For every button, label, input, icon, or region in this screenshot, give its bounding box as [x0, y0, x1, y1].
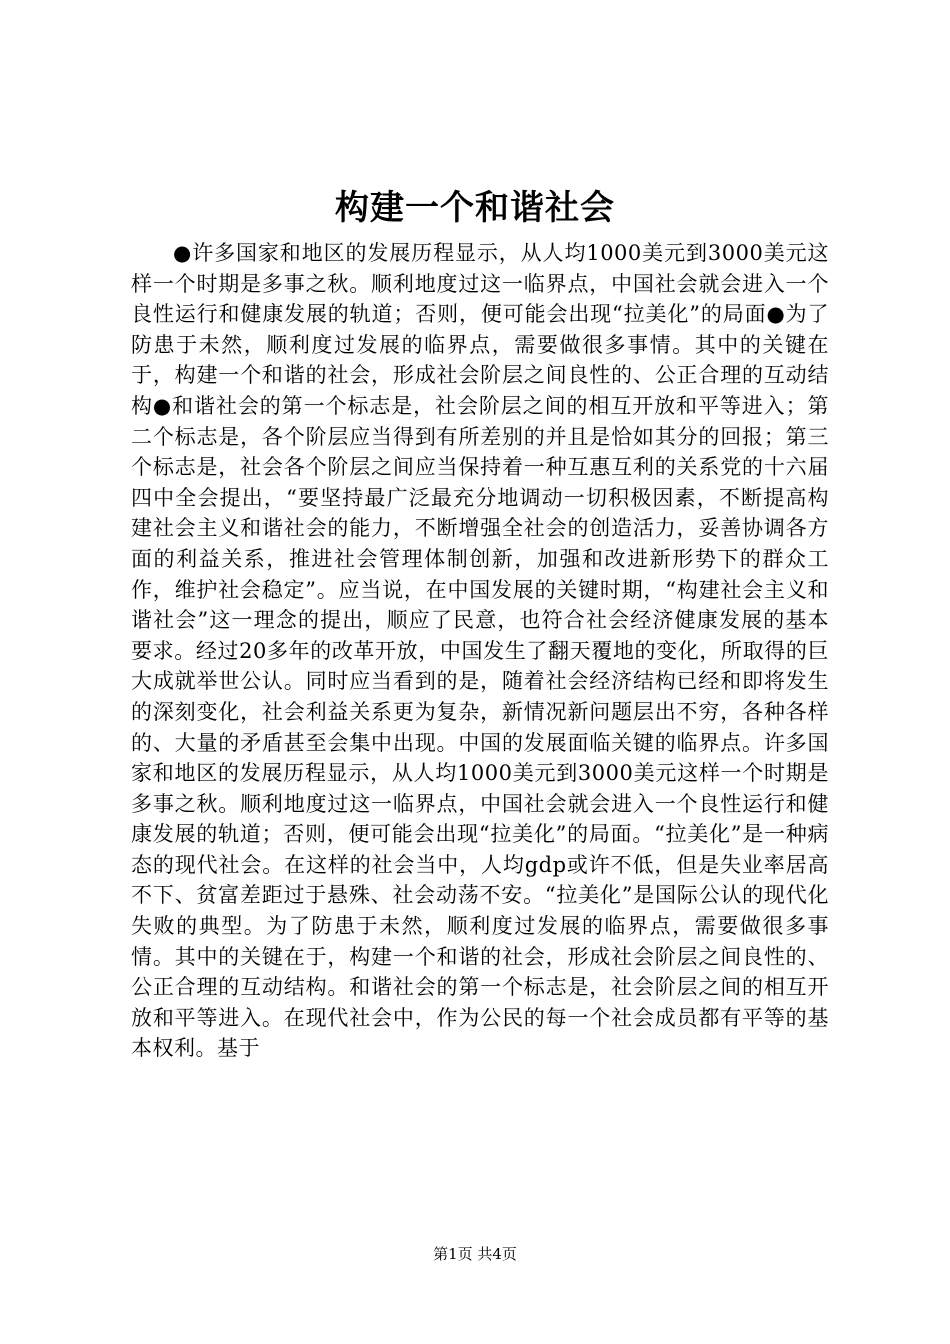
body-paragraph: ●许多国家和地区的发展历程显示，从人均1000美元到3000美元这样一个时期是多事之秋。顺利地度过这一临界点，中国社会就会进入一个良性运行和健康发展的轨道；否则，便可能会出现“拉美化”的局面●为了防患于未然，顺利度过发展的临界点，需要做很多事情。其中的关键在于，构建一个和谐的社会，形成社会阶层之间良性的、公正合理的互动结构●和谐社会的第一个标志是，社会阶层之间的相互开放和平等进入；第二个标志是，各个阶层应当得到有所差别的并且是恰如其分的回报；第三个标志是，社会各个阶层之间应当保持着一种互惠互利的关系党的十六届四中全会提出，“要坚持最广泛最充分地调动一切积极因素，不断提高构建社会主义和谐社会的能力，不断增强全社会的创造活力，妥善协调各方面的利益关系，推进社会管理体制创新，加强和改进新形势下的群众工作，维护社会稳定”。应当说，在中国发展的关键时期，“构建社会主义和谐社会”这一理念的提出，顺应了民意，也符合社会经济健康发展的基本要求。经过20多年的改革开放，中国发生了翻天覆地的变化，所取得的巨大成就举世公认。同时应当看到的是，随着社会经济结构已经和即将发生的深刻变化，社会利益关系更为复杂，新情况新问题层出不穷，各种各样的、大量的矛盾甚至会集中出现。中国的发展面临关键的临界点。许多国家和地区的发展历程显示，从人均1000美元到3000美元这样一个时期是多事之秋。顺利地度过这一临界点，中国社会就会进入一个良性运行和健康发展的轨道；否则，便可能会出现“拉美化”的局面。“拉美化”是一种病态的现代社会。在这样的社会当中，人均gdp或许不低，但是失业率居高不下、贫富差距过于悬殊、社会动荡不安。“拉美化”是国际公认的现代化失败的典型。为了防患于未然，顺利度过发展的临界点，需要做很多事情。其中的关键在于，构建一个和谐的社会，形成社会阶层之间良性的、公正合理的互动结构。和谐社会的第一个标志是，社会阶层之间的相互开放和平等进入。在现代社会中，作为公民的每一个社会成员都有平等的基本权利。基于: [131, 241, 829, 1061]
page-number-footer: 第1页 共4页: [433, 1245, 517, 1263]
document-body: [131, 238, 829, 1064]
document-title: 构建一个和谐社会: [335, 188, 615, 228]
